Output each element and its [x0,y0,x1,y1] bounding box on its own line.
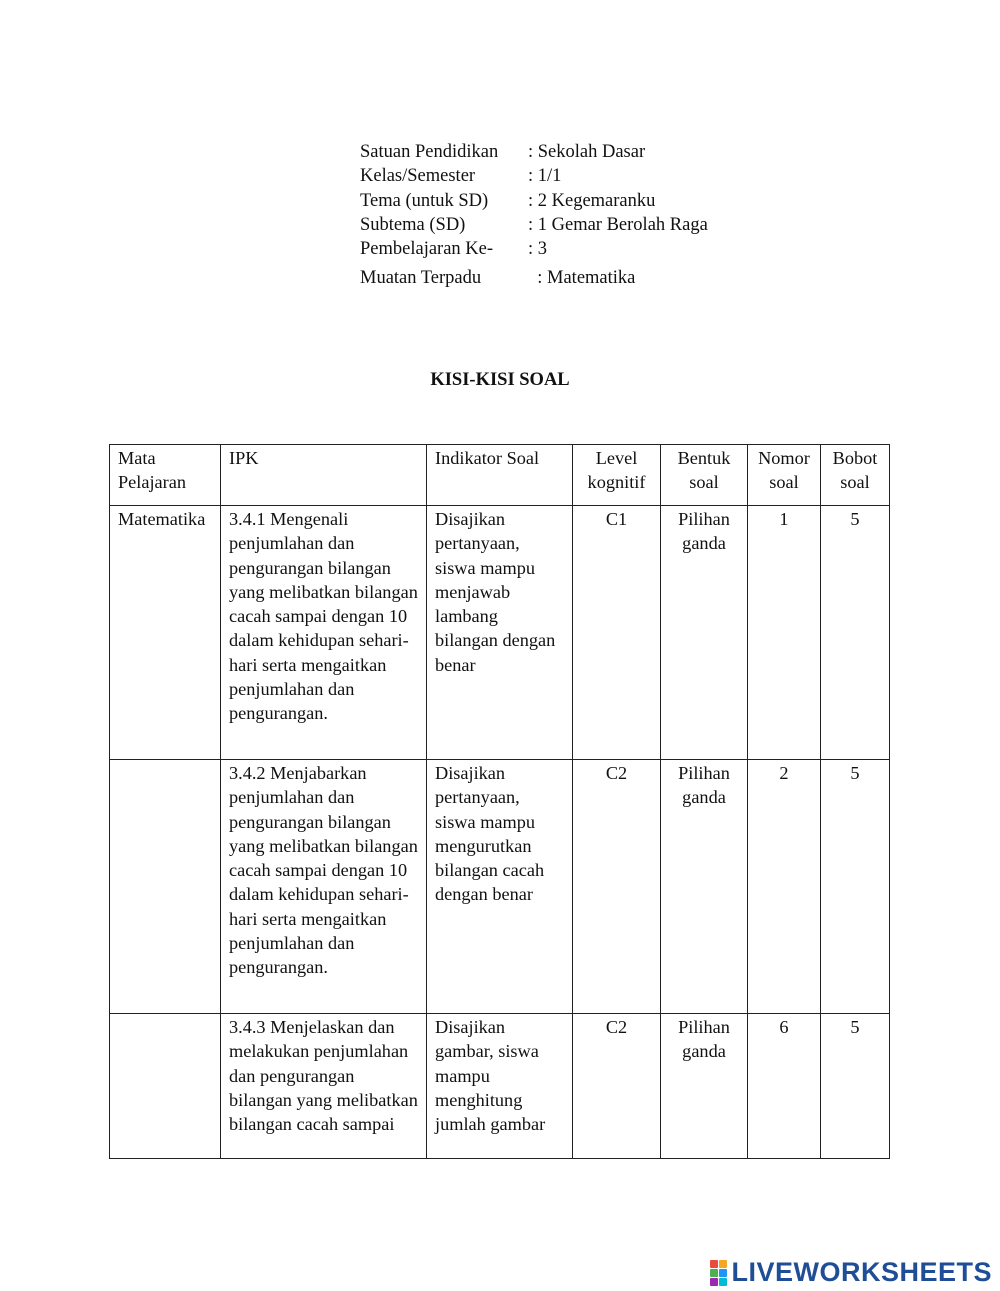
cell-indikator-soal: Disajikan pertanyaan, siswa mampu mengurutkan bilangan cacah dengan benar [427,760,573,1014]
cell-nomor-soal: 1 [748,506,821,760]
cell-ipk: 3.4.1 Mengenali penjumlahan dan pengurangan bilangan yang melibatkan bilangan cacah sampai dengan 10 dalam kehidupan sehari-hari serta mengaitkan penjumlahan dan pengurangan. [221,506,427,760]
cell-bobot-soal: 5 [821,760,890,1014]
cell-bentuk-soal: Pilihan ganda [661,760,748,1014]
liveworksheets-mark-icon [710,1260,727,1286]
cell-bobot-soal: 5 [821,506,890,760]
cell-level-kognitif: C2 [573,1014,661,1159]
header-mata-pelajaran: Mata Pelajaran [110,445,221,506]
logo-block [719,1278,727,1286]
cell-mata-pelajaran [110,1014,221,1159]
header-row-subtema [360,213,708,237]
table-header-row [110,445,890,506]
header-row-tema [360,189,708,213]
header-value: : Matematika [528,268,636,289]
header-row-pembelajaran [360,237,708,261]
cell-mata-pelajaran [110,760,221,1014]
header-bobot-soal: Bobot soal [821,445,890,506]
header-level-kognitif: Level kognitif [573,445,661,506]
header-label: Pembelajaran Ke- [360,239,494,260]
header-row-kelas-semester [360,164,708,188]
cell-level-kognitif: C1 [573,506,661,760]
logo-block [710,1278,718,1286]
header-label: Muatan Terpadu [360,268,482,289]
cell-ipk: 3.4.2 Menjabarkan penjumlahan dan pengurangan bilangan yang melibatkan bilangan cacah sampai dengan 10 dalam kehidupan sehari-hari serta mengaitkan penjumlahan dan pengurangan. [221,760,427,1014]
table-row [110,1014,890,1159]
cell-indikator-soal: Disajikan gambar, siswa mampu menghitung jumlah gambar [427,1014,573,1159]
header-bentuk-soal: Bentuk soal [661,445,748,506]
cell-indikator-soal: Disajikan pertanyaan, siswa mampu menjawab lambang bilangan dengan benar [427,506,573,760]
header-value: : 2 Kegemaranku [528,190,656,211]
header-ipk: IPK [221,445,427,506]
cell-nomor-soal: 2 [748,760,821,1014]
header-row-satuan-pendidikan [360,140,708,164]
cell-ipk: 3.4.3 Menjelaskan dan melakukan penjumlahan dan pengurangan bilangan yang melibatkan bilangan cacah sampai [221,1014,427,1159]
cell-bentuk-soal: Pilihan ganda [661,1014,748,1159]
document-title: KISI-KISI SOAL [430,370,570,390]
table-row [110,760,890,1014]
header-indikator-soal: Indikator Soal [427,445,573,506]
header-row-muatan-terpadu [360,266,708,290]
header-value: : 1/1 [528,166,562,187]
table-row [110,506,890,760]
document-header [360,140,708,291]
liveworksheets-wordmark: LIVEWORKSHEETS [731,1257,992,1287]
header-value: : 3 [528,239,548,260]
cell-bobot-soal: 5 [821,1014,890,1159]
cell-nomor-soal: 6 [748,1014,821,1159]
cell-level-kognitif: C2 [573,760,661,1014]
header-value: : 1 Gemar Berolah Raga [528,214,708,235]
header-label: Subtema (SD) [360,214,466,235]
kisi-kisi-table [109,444,890,1159]
logo-block [719,1269,727,1277]
liveworksheets-logo [710,1257,992,1288]
cell-bentuk-soal: Pilihan ganda [661,506,748,760]
logo-block [710,1260,718,1268]
header-value: : Sekolah Dasar [528,142,646,162]
logo-block [719,1260,727,1268]
header-label: Satuan Pendidikan [360,142,499,162]
header-label: Kelas/Semester [360,166,476,187]
header-nomor-soal: Nomor soal [748,445,821,506]
cell-mata-pelajaran: Matematika [110,506,221,760]
header-label: Tema (untuk SD) [360,190,489,211]
logo-block [710,1269,718,1277]
